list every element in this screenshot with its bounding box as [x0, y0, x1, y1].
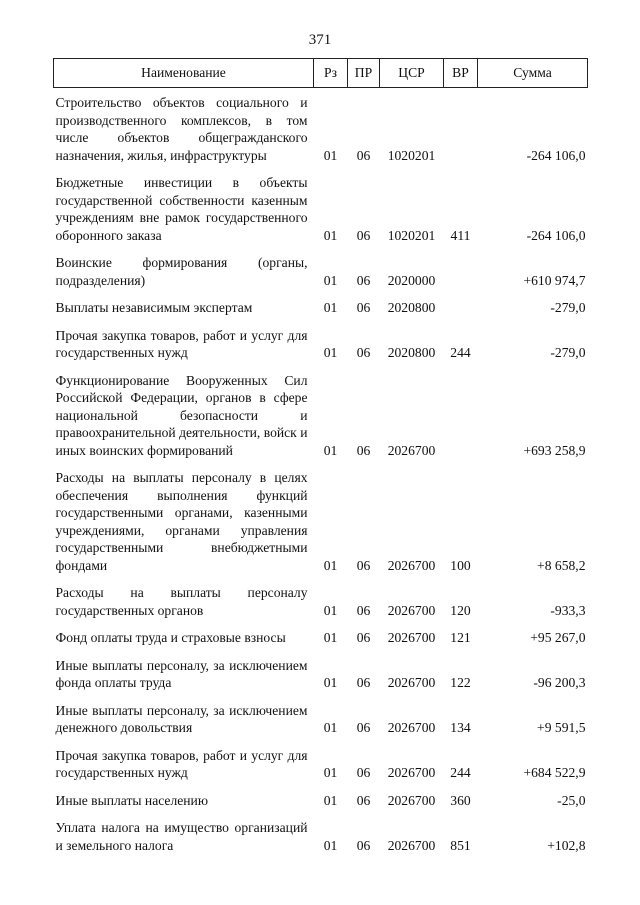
- row-name: Фонд оплаты труда и страховые взносы: [55, 630, 286, 645]
- header-name: Наименование: [54, 59, 314, 88]
- row-pr: 06: [356, 602, 371, 618]
- row-name: Иные выплаты персоналу, за исключением денежного довольствия: [55, 702, 308, 735]
- row-pr: 06: [356, 675, 371, 690]
- page-number: 371: [308, 32, 332, 48]
- row-name: Расходы на выплаты персоналу в целях обеспечения выполнения функций государственными органами, казенными учреждениями, органами управления государственными внебюджетными фондами: [55, 470, 308, 573]
- row-vr: 244: [450, 765, 471, 780]
- row-vr: 122: [450, 675, 471, 690]
- table-row: [54, 88, 588, 169]
- row-rz: 01: [323, 300, 338, 315]
- header-pr: ПР: [348, 59, 380, 88]
- row-sum: -96 200,3: [533, 675, 586, 690]
- row-sum: +9 591,5: [537, 720, 586, 735]
- row-sum: -279,0: [550, 345, 586, 360]
- row-name: Уплата налога на имущество организаций и земельного налога: [55, 820, 308, 853]
- row-vr: 121: [450, 630, 471, 645]
- header-csr: ЦСР: [380, 59, 444, 88]
- row-sum: -933,3: [550, 602, 586, 618]
- row-pr: 06: [356, 792, 371, 808]
- row-rz: 01: [323, 147, 338, 163]
- header-rz: Рз: [314, 59, 348, 88]
- row-name: Расходы на выплаты персоналу государственных органов: [55, 585, 308, 618]
- table-row: [54, 366, 588, 464]
- row-rz: 01: [323, 227, 338, 243]
- row-pr: 06: [356, 442, 371, 458]
- row-name: Прочая закупка товаров, работ и услуг для государственных нужд: [55, 747, 308, 780]
- budget-table: [53, 58, 588, 858]
- row-name: Функционирование Вооруженных Сил Российской Федерации, органов в сфере национальной безопасности и правоохранительной деятельности, войск и иных воинских формирований: [55, 372, 308, 458]
- row-sum: -264 106,0: [526, 147, 586, 163]
- table-row: [54, 786, 588, 814]
- row-vr: [444, 293, 478, 321]
- row-rz: 01: [323, 602, 338, 618]
- row-pr: 06: [356, 720, 371, 735]
- row-csr: 2026700: [387, 557, 436, 573]
- row-csr: 2020800: [387, 300, 436, 315]
- row-csr: 2026700: [387, 630, 436, 645]
- row-csr: 2026700: [387, 792, 436, 808]
- table-row: [54, 248, 588, 293]
- row-vr: [444, 366, 478, 464]
- row-csr: 1020201: [387, 147, 436, 163]
- row-name: Иные выплаты персоналу, за исключением фонда оплаты труда: [55, 657, 308, 690]
- table-row: [54, 293, 588, 321]
- table-row: [54, 696, 588, 741]
- row-sum: +610 974,7: [523, 272, 586, 288]
- row-name: Выплаты независимым экспертам: [55, 300, 253, 315]
- row-rz: 01: [323, 557, 338, 573]
- row-vr: 851: [450, 837, 471, 853]
- row-rz: 01: [323, 345, 338, 360]
- table-row: [54, 168, 588, 248]
- row-rz: 01: [323, 720, 338, 735]
- table-row: [54, 651, 588, 696]
- row-vr: 411: [450, 227, 471, 243]
- row-rz: 01: [323, 442, 338, 458]
- row-rz: 01: [323, 765, 338, 780]
- row-rz: 01: [323, 630, 338, 645]
- row-pr: 06: [356, 557, 371, 573]
- row-pr: 06: [356, 630, 371, 645]
- row-csr: 1020201: [387, 227, 436, 243]
- row-csr: 2026700: [387, 442, 436, 458]
- row-name: Прочая закупка товаров, работ и услуг для государственных нужд: [55, 327, 308, 360]
- row-name: Воинские формирования (органы, подразделения): [55, 255, 308, 288]
- row-pr: 06: [356, 272, 371, 288]
- table-row: [54, 578, 588, 623]
- row-vr: [444, 248, 478, 293]
- row-pr: 06: [356, 837, 371, 853]
- row-vr: 244: [450, 345, 471, 360]
- row-sum: +95 267,0: [530, 630, 586, 645]
- row-csr: 2020000: [387, 272, 436, 288]
- row-pr: 06: [356, 227, 371, 243]
- table-header-row: [54, 59, 588, 88]
- row-vr: [444, 88, 478, 169]
- row-rz: 01: [323, 675, 338, 690]
- header-sum: Сумма: [478, 59, 588, 88]
- row-name: Бюджетные инвестиции в объекты государственной собственности казенным учреждениям вне рамок государственного оборонного заказа: [55, 175, 308, 243]
- row-csr: 2026700: [387, 720, 436, 735]
- row-sum: +8 658,2: [537, 557, 586, 573]
- row-vr: 134: [450, 720, 471, 735]
- row-pr: 06: [356, 765, 371, 780]
- row-vr: 120: [450, 602, 471, 618]
- row-csr: 2026700: [387, 765, 436, 780]
- row-sum: +684 522,9: [523, 765, 586, 780]
- row-sum: +693 258,9: [523, 442, 586, 458]
- row-rz: 01: [323, 837, 338, 853]
- row-name: Иные выплаты населению: [55, 792, 208, 808]
- row-pr: 06: [356, 147, 371, 163]
- row-rz: 01: [323, 792, 338, 808]
- row-csr: 2026700: [387, 675, 436, 690]
- row-rz: 01: [323, 272, 338, 288]
- row-csr: 2026700: [387, 602, 436, 618]
- row-pr: 06: [356, 345, 371, 360]
- table-row: [54, 813, 588, 858]
- table-row: [54, 321, 588, 366]
- table-row: [54, 463, 588, 578]
- row-sum: +102,8: [547, 837, 586, 853]
- row-sum: -25,0: [557, 792, 586, 808]
- table-row: [54, 623, 588, 651]
- row-name: Строительство объектов социального и производственного комплексов, в том числе объектов общегражданского назначения, жилья, инфраструктуры: [55, 95, 308, 163]
- row-pr: 06: [356, 300, 371, 315]
- row-sum: -279,0: [550, 300, 586, 315]
- header-vr: ВР: [444, 59, 478, 88]
- row-csr: 2026700: [387, 837, 436, 853]
- row-vr: 360: [450, 792, 471, 808]
- table-row: [54, 741, 588, 786]
- row-csr: 2020800: [387, 345, 436, 360]
- row-sum: -264 106,0: [526, 227, 586, 243]
- row-vr: 100: [450, 557, 471, 573]
